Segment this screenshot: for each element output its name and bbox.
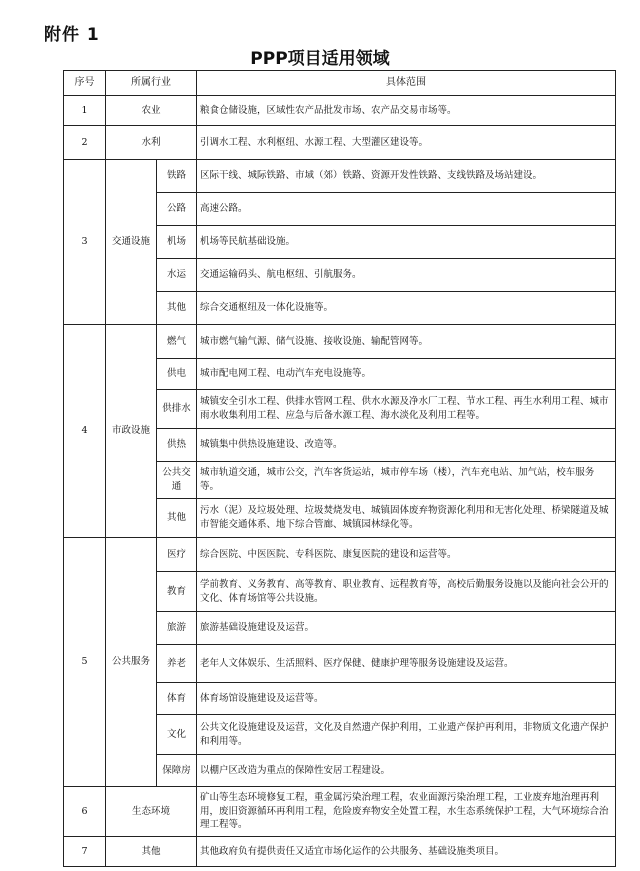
industry-cell: 农业 [106, 96, 197, 126]
attachment-label: 附件 1 [44, 25, 100, 45]
scope-cell: 公共文化设施建设及运营，文化及自然遗产保护利用，工业遗产保护再利用，非物质文化遗产保护和利用等。 [197, 715, 616, 755]
row-number: 4 [64, 325, 106, 538]
scope-cell: 城镇集中供热设施建设、改造等。 [197, 429, 616, 462]
scope-cell: 城市燃气输气源、储气设施、接收设施、输配管网等。 [197, 325, 616, 359]
header-scope: 具体范围 [197, 71, 616, 96]
scope-cell: 城镇安全引水工程、供排水管网工程、供水水源及净水厂工程、节水工程、再生水利用工程、城市雨水收集利用工程、应急与后备水源工程、海水淡化及利用工程等。 [197, 390, 616, 429]
scope-cell: 体育场馆设施建设及运营等。 [197, 683, 616, 715]
sub-industry-cell: 公共交通 [157, 462, 197, 499]
page-title: PPP项目适用领域 [250, 49, 390, 69]
row-number: 5 [64, 538, 106, 787]
sub-industry-cell: 文化 [157, 715, 197, 755]
table-row [64, 837, 616, 867]
scope-cell: 引调水工程、水利枢纽、水源工程、大型灌区建设等。 [197, 126, 616, 160]
sub-industry-cell: 水运 [157, 259, 197, 292]
sub-industry-cell: 旅游 [157, 612, 197, 645]
header-no: 序号 [64, 71, 106, 96]
scope-cell: 矿山等生态环境修复工程，重金属污染治理工程，农业面源污染治理工程，工业废弃地治理再利用，废旧资源循环再利用工程，危险废弃物安全处置工程，水生态系统保护工程，大气环境综合治理工程等。 [197, 787, 616, 837]
scope-cell: 城市配电网工程、电动汽车充电设施等。 [197, 359, 616, 390]
sub-industry-cell: 体育 [157, 683, 197, 715]
sub-industry-cell: 供热 [157, 429, 197, 462]
row-number: 6 [64, 787, 106, 837]
industry-cell: 水利 [106, 126, 197, 160]
table-row [64, 538, 616, 572]
industry-cell: 交通设施 [106, 160, 157, 325]
sub-industry-cell: 机场 [157, 226, 197, 259]
sub-industry-cell: 公路 [157, 193, 197, 226]
sub-industry-cell: 保障房 [157, 755, 197, 787]
sub-industry-cell: 医疗 [157, 538, 197, 572]
table-header-row [64, 71, 616, 96]
scope-cell: 区际干线、城际铁路、市域（郊）铁路、资源开发性铁路、支线铁路及场站建设。 [197, 160, 616, 193]
sub-industry-cell: 供排水 [157, 390, 197, 429]
scope-cell: 高速公路。 [197, 193, 616, 226]
scope-cell: 其他政府负有提供责任又适宜市场化运作的公共服务、基础设施类项目。 [197, 837, 616, 867]
scope-cell: 综合交通枢纽及一体化设施等。 [197, 292, 616, 325]
table-row [64, 160, 616, 193]
sub-industry-cell: 其他 [157, 292, 197, 325]
scope-cell: 粮食仓储设施，区域性农产品批发市场、农产品交易市场等。 [197, 96, 616, 126]
table-row [64, 787, 616, 837]
industry-cell: 其他 [106, 837, 197, 867]
scope-cell: 旅游基础设施建设及运营。 [197, 612, 616, 645]
sub-industry-cell: 铁路 [157, 160, 197, 193]
header-industry: 所属行业 [106, 71, 197, 96]
scope-cell: 老年人文体娱乐、生活照料、医疗保健、健康护理等服务设施建设及运营。 [197, 645, 616, 683]
sub-industry-cell: 供电 [157, 359, 197, 390]
scope-cell: 交通运输码头、航电枢纽、引航服务。 [197, 259, 616, 292]
scope-cell: 城市轨道交通，城市公交，汽车客货运站，城市停车场（楼），汽车充电站、加气站，校车服务等。 [197, 462, 616, 499]
sub-industry-cell: 燃气 [157, 325, 197, 359]
scope-cell: 以棚户区改造为重点的保障性安居工程建设。 [197, 755, 616, 787]
ppp-domain-table [63, 70, 616, 867]
row-number: 1 [64, 96, 106, 126]
row-number: 3 [64, 160, 106, 325]
table-row [64, 325, 616, 359]
industry-cell: 市政设施 [106, 325, 157, 538]
sub-industry-cell: 教育 [157, 572, 197, 612]
scope-cell: 机场等民航基础设施。 [197, 226, 616, 259]
industry-cell: 公共服务 [106, 538, 157, 787]
sub-industry-cell: 养老 [157, 645, 197, 683]
scope-cell: 污水（泥）及垃圾处理、垃圾焚烧发电、城镇固体废弃物资源化利用和无害化处理、桥梁隧道及城市智能交通体系、地下综合管廊、城镇园林绿化等。 [197, 499, 616, 538]
table-row [64, 96, 616, 126]
industry-cell: 生态环境 [106, 787, 197, 837]
table-row [64, 126, 616, 160]
row-number: 7 [64, 837, 106, 867]
row-number: 2 [64, 126, 106, 160]
scope-cell: 学前教育、义务教育、高等教育、职业教育、远程教育等，高校后勤服务设施以及能向社会公开的文化、体育场馆等公共设施。 [197, 572, 616, 612]
sub-industry-cell: 其他 [157, 499, 197, 538]
scope-cell: 综合医院、中医医院、专科医院、康复医院的建设和运营等。 [197, 538, 616, 572]
